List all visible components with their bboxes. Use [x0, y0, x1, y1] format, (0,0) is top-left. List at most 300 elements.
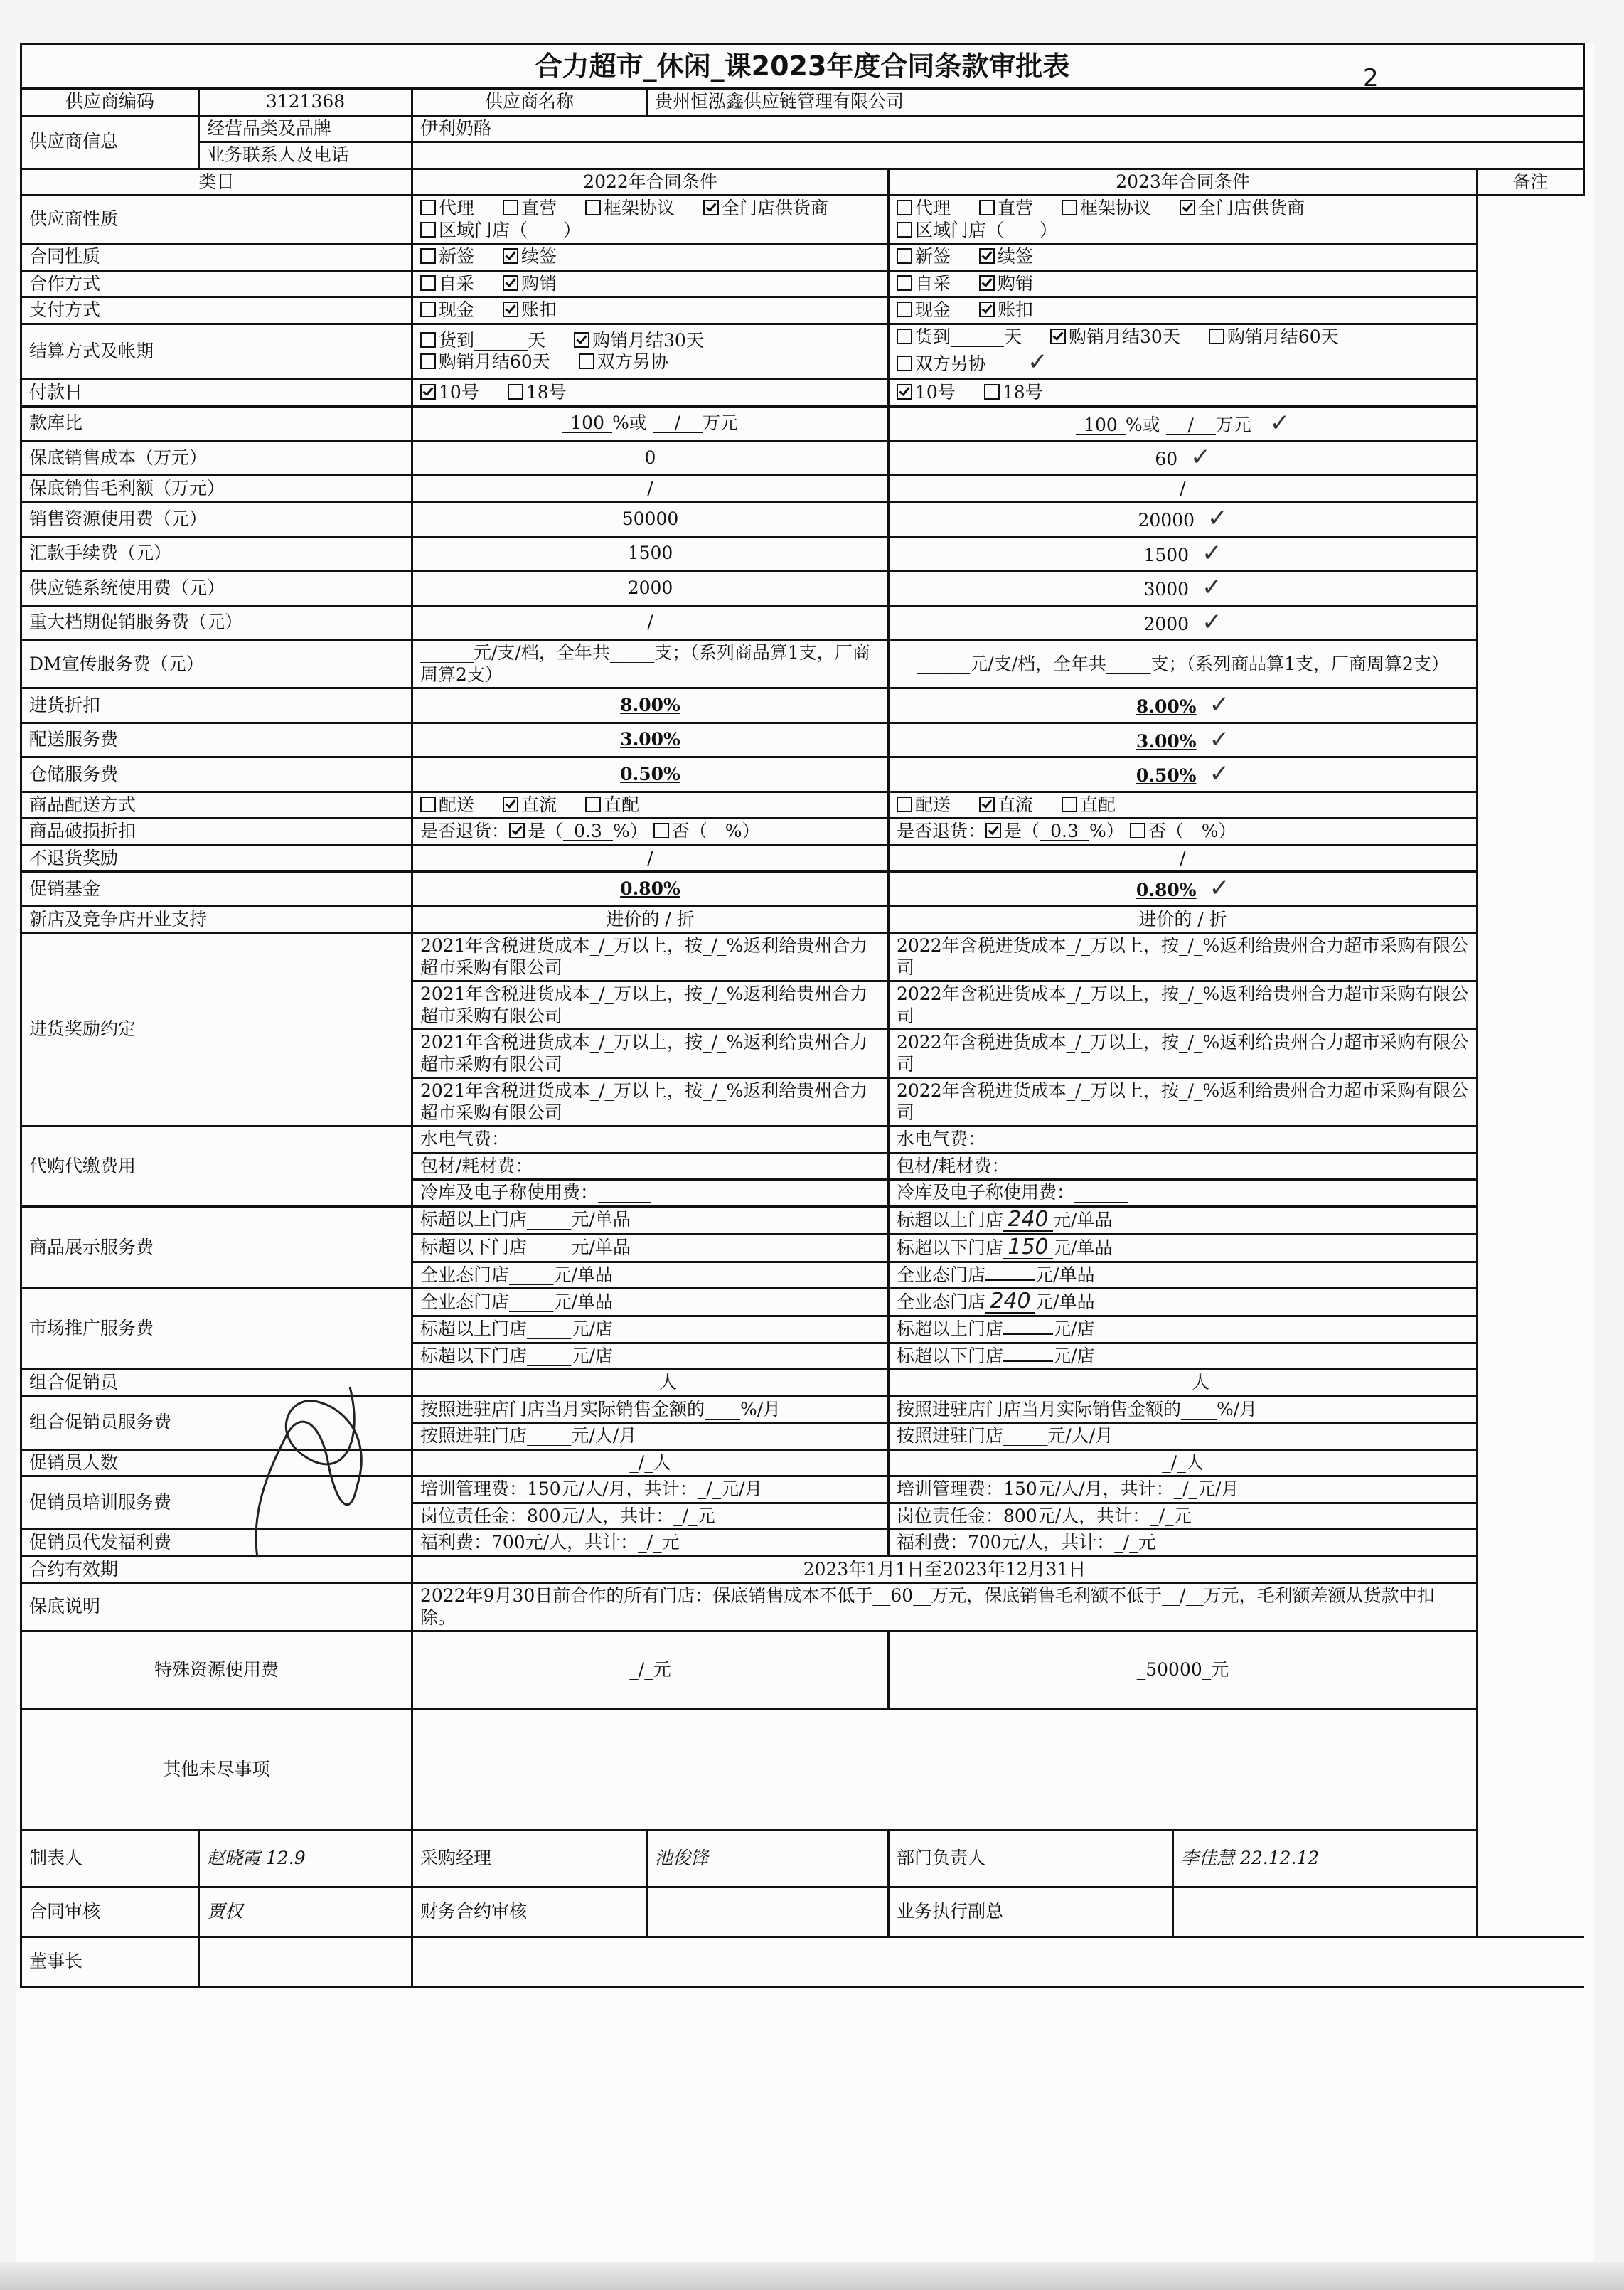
- header-category: 类目: [21, 169, 412, 196]
- checkbox-label: 购销月结60天: [439, 351, 550, 373]
- dept-head-label: 部门负责人: [889, 1831, 1173, 1887]
- checkbox-label: 现金: [915, 299, 951, 320]
- dm-2023: ______元/支/档，全年共_____支；（系列商品算1支，厂商周算2支）: [889, 640, 1478, 688]
- checkbox-checked-icon[interactable]: [979, 797, 995, 812]
- checkbox-option[interactable]: [585, 198, 675, 220]
- options-2022: [412, 297, 889, 324]
- value-2023: 1500: [1143, 544, 1190, 565]
- checkbox-label: 全门店供货商: [1198, 198, 1305, 218]
- promoter-training-2023: 培训管理费：150元/人/月，共计：_/_元/月: [889, 1476, 1478, 1503]
- row-label: 合同性质: [21, 244, 412, 271]
- row-label: 配送服务费: [21, 723, 412, 757]
- checkbox-unchecked-icon[interactable]: [585, 200, 601, 215]
- checkbox-label: 货到______天: [439, 329, 546, 351]
- checkbox-option[interactable]: [503, 794, 557, 816]
- checkbox-row: [21, 380, 1584, 407]
- group-promoter-fee-label: 组合促销员服务费: [21, 1396, 412, 1449]
- promo-fund-2023: 0.80%: [1136, 880, 1197, 901]
- display-fee-2023: [889, 1234, 1478, 1262]
- form-title: 合力超市_休闲_课2023年度合同条款审批表: [21, 44, 1584, 89]
- purchase-reward-2023: 2022年含税进货成本_/_万以上，按_/_%返利给贵州合力超市采购有限公司: [889, 1030, 1478, 1078]
- checkbox-option[interactable]: [420, 382, 479, 404]
- checkbox-unchecked-icon[interactable]: [503, 200, 518, 215]
- special-fee-label: 特殊资源使用费: [21, 1631, 412, 1710]
- ratio-amount-suffix: 万元: [702, 412, 738, 434]
- row-label: 供应链系统使用费（元）: [21, 571, 412, 605]
- group-promoter-2023: ____人: [889, 1370, 1478, 1397]
- checkbox-label: 购销月结30天: [592, 329, 704, 351]
- agency-fee-label: 代购代缴费用: [21, 1127, 412, 1207]
- checkbox-checked-icon[interactable]: [420, 384, 436, 400]
- percent-row: [21, 723, 1584, 757]
- checkbox-checked-icon[interactable]: [574, 332, 589, 348]
- checkbox-unchecked-icon[interactable]: [420, 353, 436, 369]
- checkbox-option[interactable]: [979, 198, 1033, 220]
- agency-fee-2022: 包材/耗材费：______: [412, 1153, 889, 1180]
- value-row: [21, 502, 1584, 536]
- checkbox-row: [21, 196, 1584, 244]
- checkbox-checked-icon[interactable]: [897, 384, 912, 400]
- promoter-count-label: 促销员人数: [21, 1449, 412, 1476]
- agency-fee-2022: 冷库及电子称使用费：______: [412, 1180, 889, 1207]
- fee-unit: 元/店: [1053, 1345, 1095, 1366]
- checkbox-unchecked-icon[interactable]: [1062, 797, 1077, 812]
- options-2022: [412, 380, 889, 407]
- group-promoter-fee-2023: 按照进驻店门店当月实际销售金额的____%/月: [889, 1396, 1478, 1423]
- options-2022: [412, 324, 889, 380]
- promoter-count-2023: _/_人: [889, 1449, 1478, 1476]
- check-mark-icon: ✓: [1209, 691, 1230, 720]
- purchase-reward-2022: 2021年含税进货成本_/_万以上，按_/_%返利给贵州合力超市采购有限公司: [412, 1030, 889, 1078]
- checkbox-checked-icon[interactable]: [503, 275, 518, 291]
- check-mark-icon: ✓: [1209, 874, 1230, 903]
- display-fee-label: 商品展示服务费: [21, 1206, 412, 1289]
- checkbox-checked-icon[interactable]: [979, 302, 995, 317]
- checkbox-option[interactable]: [1180, 198, 1305, 220]
- contact-value: [412, 142, 1584, 169]
- purchase-reward-2022: 2021年含税进货成本_/_万以上，按_/_%返利给贵州合力超市采购有限公司: [412, 981, 889, 1030]
- checkbox-label: 账扣: [521, 299, 557, 320]
- checkbox-unchecked-icon[interactable]: [897, 222, 912, 238]
- market-fee-label: 市场推广服务费: [21, 1289, 412, 1370]
- checkbox-option[interactable]: [979, 794, 1033, 816]
- market-fee-2023: [889, 1343, 1478, 1370]
- checkbox-option[interactable]: [503, 246, 557, 268]
- fee-unit: 元/单品: [1053, 1209, 1113, 1230]
- checkbox-unchecked-icon[interactable]: [897, 248, 912, 264]
- options-2023: [889, 270, 1478, 297]
- yes-label: 是（: [1004, 821, 1040, 842]
- checkbox-option[interactable]: [897, 794, 951, 816]
- market-fee-row: [21, 1289, 1584, 1316]
- checkbox-unchecked-icon[interactable]: [579, 353, 594, 369]
- no-label: 否（__%）: [671, 821, 760, 842]
- value-2023-cell: [889, 441, 1478, 475]
- percent-2023-cell: [889, 757, 1478, 792]
- value-row: [21, 475, 1584, 502]
- checkbox-option[interactable]: [503, 299, 557, 321]
- purchase-manager-label: 采购经理: [412, 1831, 647, 1887]
- checkbox-unchecked-icon[interactable]: [1130, 823, 1145, 838]
- value-2023-cell: [889, 605, 1478, 639]
- row-label: 保底销售成本（万元）: [21, 441, 412, 475]
- row-label: 销售资源使用费（元）: [21, 502, 412, 536]
- ratio-2022-pct: 100: [562, 414, 612, 433]
- ratio-label: 款库比: [21, 406, 412, 440]
- checkbox-option[interactable]: [1062, 794, 1116, 816]
- handwritten-amount: 240: [985, 1291, 1035, 1314]
- checkbox-row: [21, 244, 1584, 271]
- checkbox-unchecked-icon[interactable]: [1062, 200, 1077, 215]
- checkbox-unchecked-icon[interactable]: [420, 332, 436, 348]
- new-store-2022: 进价的 / 折: [412, 906, 889, 933]
- checkbox-label: 直流: [521, 794, 557, 815]
- delivery-row: [21, 792, 1584, 819]
- ratio-pct-suffix: %或: [612, 412, 647, 434]
- value-2022: /: [412, 605, 889, 639]
- checkbox-option[interactable]: [1050, 326, 1180, 348]
- exec-vp-label: 业务执行副总: [889, 1887, 1173, 1937]
- checkbox-label: 购销: [521, 272, 557, 294]
- purchase-manager-signature: 池俊锋: [647, 1831, 889, 1887]
- checkbox-option[interactable]: [420, 220, 581, 242]
- group-promoter-fee-2022: 按照进驻店门店当月实际销售金额的____%/月: [412, 1396, 889, 1423]
- checkbox-option[interactable]: [574, 330, 704, 352]
- checkbox-label: 新签: [915, 246, 951, 267]
- checkbox-label: 新签: [439, 246, 475, 267]
- checkbox-row: [21, 270, 1584, 297]
- checkbox-option[interactable]: [897, 198, 951, 220]
- percent-2022: 0.50%: [620, 763, 680, 784]
- promo-fund-2022: 0.80%: [620, 878, 680, 899]
- checkbox-label: 直流: [998, 794, 1034, 815]
- contract-review-signature: 贾权: [199, 1887, 412, 1937]
- checkbox-option[interactable]: [1062, 198, 1151, 220]
- check-mark-icon: ✓: [1202, 538, 1222, 568]
- value-row: [21, 536, 1584, 570]
- supplier-name-label: 供应商名称: [412, 89, 647, 116]
- promo-fund-label: 促销基金: [21, 872, 412, 906]
- ratio-2022-amount: /: [653, 414, 703, 433]
- no-return-2022: /: [412, 845, 889, 872]
- value-2023-cell: [889, 475, 1478, 502]
- checkbox-unchecked-icon[interactable]: [420, 200, 436, 215]
- checkbox-checked-icon[interactable]: [1180, 200, 1195, 215]
- no-label: 否（__%）: [1148, 821, 1236, 842]
- checkbox-option[interactable]: [979, 273, 1033, 295]
- agency-fee-2023: 包材/耗材费：______: [889, 1153, 1478, 1180]
- other-value: [412, 1710, 1478, 1831]
- special-fee-2023: _50000_元: [889, 1631, 1478, 1710]
- value-row: [21, 571, 1584, 605]
- header-2022: 2022年合同条件: [412, 169, 889, 196]
- value-2022: 50000: [412, 502, 889, 536]
- checkbox-label: 直配: [1080, 794, 1116, 815]
- checkbox-option[interactable]: [503, 273, 557, 295]
- checkbox-option[interactable]: [420, 330, 545, 352]
- checkbox-option[interactable]: [979, 246, 1033, 268]
- checkbox-checked-icon[interactable]: [979, 275, 995, 291]
- check-mark-icon: ✓: [1027, 348, 1048, 376]
- market-fee-2023: [889, 1289, 1478, 1316]
- checkbox-checked-icon[interactable]: [503, 302, 518, 317]
- checkbox-unchecked-icon[interactable]: [897, 275, 912, 291]
- fee-item-label: 标超以下门店: [897, 1345, 1004, 1366]
- chairman-label: 董事长: [21, 1937, 199, 1987]
- checkbox-option[interactable]: [420, 273, 474, 295]
- row-label: 结算方式及帐期: [21, 324, 412, 380]
- purchase-reward-2023: 2022年含税进货成本_/_万以上，按_/_%返利给贵州合力超市采购有限公司: [889, 933, 1478, 981]
- checkbox-option[interactable]: [897, 382, 956, 404]
- checkbox-option[interactable]: [897, 220, 1057, 242]
- checkbox-option[interactable]: [979, 299, 1033, 321]
- handwritten-scribble-icon: [243, 1380, 385, 1565]
- checkbox-option[interactable]: [703, 198, 828, 220]
- dm-label: DM宣传服务费（元）: [21, 640, 412, 688]
- value-2023: 60: [1155, 449, 1178, 470]
- promoter-count-2022: _/_人: [412, 1449, 889, 1476]
- checkbox-unchecked-icon[interactable]: [979, 200, 995, 215]
- ratio-2023-amount: /: [1166, 416, 1216, 435]
- checkbox-unchecked-icon[interactable]: [420, 222, 436, 238]
- yes-suffix: %）: [1089, 821, 1124, 842]
- checkbox-option[interactable]: [420, 351, 550, 373]
- damage-row: [21, 819, 1584, 846]
- checkbox-option[interactable]: [897, 299, 951, 321]
- fee-unit: 元/店: [1053, 1319, 1095, 1340]
- checkbox-checked-icon[interactable]: [703, 200, 719, 215]
- checkbox-label: 区域门店（ ）: [439, 219, 582, 240]
- percent-2022-cell: [412, 757, 889, 792]
- checkbox-unchecked-icon[interactable]: [508, 384, 523, 400]
- checkbox-unchecked-icon[interactable]: [897, 797, 912, 812]
- checkbox-option[interactable]: [1209, 326, 1339, 348]
- fee-item-label: 标超以上门店: [897, 1319, 1004, 1340]
- checkbox-checked-icon[interactable]: [503, 248, 518, 264]
- checkbox-unchecked-icon[interactable]: [420, 302, 436, 317]
- group-promoter-2022: ____人: [412, 1370, 889, 1397]
- page-corner-mark: 2: [1363, 64, 1379, 92]
- checkbox-option[interactable]: [508, 382, 567, 404]
- checkbox-row: [21, 297, 1584, 324]
- percent-2023: 0.50%: [1136, 765, 1197, 787]
- special-fee-2022: _/_元: [412, 1631, 889, 1710]
- checkbox-option[interactable]: [897, 273, 951, 295]
- options-2022: [412, 244, 889, 271]
- checkbox-label: 自采: [439, 272, 475, 294]
- fee-unit: 元/单品: [1053, 1237, 1113, 1258]
- checkbox-option[interactable]: [897, 353, 986, 376]
- checkbox-unchecked-icon[interactable]: [897, 329, 912, 344]
- check-mark-icon: ✓: [1190, 443, 1211, 472]
- check-mark-icon: ✓: [1207, 504, 1228, 533]
- value-2023-cell: [889, 536, 1478, 570]
- checkbox-label: 续签: [521, 246, 557, 267]
- percent-row: [21, 757, 1584, 792]
- finance-review-label: 财务合约审核: [412, 1887, 647, 1937]
- checkbox-label: 货到______天: [915, 326, 1022, 347]
- checkbox-unchecked-icon[interactable]: [897, 356, 912, 371]
- checkbox-label: 双方另协: [915, 353, 987, 374]
- display-fee-2023: [889, 1262, 1478, 1289]
- checkbox-label: 账扣: [998, 299, 1034, 320]
- checkbox-label: 代理: [439, 198, 475, 218]
- checkbox-checked-icon[interactable]: [503, 797, 518, 812]
- agency-fee-2023: 水电气费：______: [889, 1127, 1478, 1154]
- row-label: 重大档期促销服务费（元）: [21, 605, 412, 639]
- header-2023: 2023年合同条件: [889, 169, 1478, 196]
- checkbox-label: 直配: [604, 794, 640, 815]
- checkbox-option[interactable]: [897, 246, 951, 268]
- checkbox-checked-icon[interactable]: [509, 823, 525, 838]
- check-mark-icon: ✓: [1202, 573, 1222, 602]
- value-2022: 1500: [412, 536, 889, 570]
- checkbox-option[interactable]: [503, 198, 557, 220]
- purchase-reward-2022: 2021年含税进货成本_/_万以上，按_/_%返利给贵州合力超市采购有限公司: [412, 1078, 889, 1127]
- checkbox-rows: [21, 196, 1584, 407]
- fee-item-label: 标超以上门店: [897, 1209, 1004, 1230]
- checkbox-unchecked-icon[interactable]: [420, 248, 436, 264]
- exec-vp-signature: [1173, 1887, 1478, 1937]
- group-promoter-fee-2022: 按照进驻门店_____元/人/月: [412, 1423, 889, 1450]
- agency-fee-row: [21, 1127, 1584, 1154]
- market-fee-2023: [889, 1316, 1478, 1343]
- options-2022: [412, 270, 889, 297]
- options-2023: [889, 380, 1478, 407]
- group-promoter-label: 组合促销员: [21, 1370, 412, 1397]
- percent-2022: 8.00%: [620, 694, 680, 715]
- checkbox-unchecked-icon[interactable]: [1209, 329, 1224, 344]
- handwritten-amount: [1003, 1333, 1053, 1335]
- check-mark-icon: ✓: [1209, 725, 1230, 754]
- supplier-code-label: 供应商编码: [21, 89, 199, 116]
- yes-label: 是（: [528, 821, 564, 842]
- damage-rate: 0.3: [1040, 822, 1089, 841]
- checkbox-label: 购销: [998, 272, 1034, 294]
- checkbox-label: 区域门店（ ）: [915, 219, 1058, 240]
- value-2022: 2000: [412, 571, 889, 605]
- handwritten-amount: 240: [1003, 1209, 1053, 1232]
- row-label: 汇款手续费（元）: [21, 536, 412, 570]
- checkbox-option[interactable]: [579, 351, 668, 373]
- row-label: 保底销售毛利额（万元）: [21, 475, 412, 502]
- checkbox-label: 现金: [439, 299, 475, 320]
- supplier-code-value: 3121368: [199, 89, 412, 116]
- options-2023: [889, 196, 1478, 244]
- contract-approval-table: [20, 43, 1585, 1988]
- market-fee-2022: 标超以下门店_____元/店: [412, 1343, 889, 1370]
- damage-2023: [889, 819, 1478, 846]
- checkbox-unchecked-icon[interactable]: [420, 797, 436, 812]
- dm-2022: ______元/支/档，全年共_____支；（系列商品算1支，厂商周算2支）: [412, 640, 889, 688]
- ratio-amount-suffix: 万元: [1215, 414, 1251, 435]
- checkbox-option[interactable]: [897, 326, 1022, 348]
- checkbox-label: 18号: [525, 382, 567, 403]
- promo-fund-2022-cell: [412, 872, 889, 906]
- chairman-signature: [199, 1937, 412, 1987]
- promoter-training-2022: 培训管理费：150元/人/月，共计：_/_元/月: [412, 1476, 889, 1503]
- fee-item-label: 标超以下门店: [897, 1237, 1004, 1258]
- options-2023: [889, 244, 1478, 271]
- checkbox-label: 双方另协: [597, 351, 668, 373]
- photo-bottom-edge: [0, 2262, 1624, 2290]
- checkbox-option[interactable]: [420, 299, 474, 321]
- value-row: [21, 605, 1584, 639]
- checkbox-unchecked-icon[interactable]: [897, 200, 912, 215]
- check-mark-icon: ✓: [1209, 760, 1230, 789]
- value-2022: /: [412, 475, 889, 502]
- purchase-reward-2022: 2021年含税进货成本_/_万以上，按_/_%返利给贵州合力超市采购有限公司: [412, 933, 889, 981]
- check-mark-icon: ✓: [1269, 408, 1291, 437]
- row-label: 合作方式: [21, 270, 412, 297]
- checkbox-unchecked-icon[interactable]: [420, 275, 436, 291]
- contact-label: 业务联系人及电话: [199, 142, 412, 169]
- supplier-info-label: 供应商信息: [21, 115, 199, 169]
- checkbox-checked-icon[interactable]: [979, 248, 995, 264]
- purchase-reward-2023: 2022年含税进货成本_/_万以上，按_/_%返利给贵州合力超市采购有限公司: [889, 981, 1478, 1030]
- checkbox-unchecked-icon[interactable]: [585, 797, 601, 812]
- checkbox-option[interactable]: [420, 246, 474, 268]
- return-question: 是否退货：: [897, 821, 986, 842]
- checkbox-label: 框架协议: [604, 198, 675, 218]
- percent-2023-cell: [889, 688, 1478, 723]
- percent-2023-cell: [889, 723, 1478, 757]
- options-2023: [889, 297, 1478, 324]
- display-fee-2022: 标超以上门店_____元/单品: [412, 1206, 889, 1234]
- checkbox-unchecked-icon[interactable]: [984, 384, 1000, 400]
- dept-head-signature: 李佳慧 22.12.12: [1173, 1831, 1478, 1887]
- promoter-training-2023: 岗位责任金：800元/人，共计：_/_元: [889, 1503, 1478, 1530]
- row-label: 仓储服务费: [21, 757, 412, 792]
- damage-label: 商品破损折扣: [21, 819, 412, 846]
- value-2023-cell: [889, 571, 1478, 605]
- checkbox-label: 续签: [998, 246, 1034, 267]
- delivery-2023: [889, 792, 1478, 819]
- purchase-reward-row: [21, 933, 1584, 981]
- display-fee-2022: 全业态门店_____元/单品: [412, 1262, 889, 1289]
- checkbox-option[interactable]: [420, 198, 474, 220]
- checkbox-option[interactable]: [585, 794, 639, 816]
- checkbox-unchecked-icon[interactable]: [897, 302, 912, 317]
- delivery-2022: [412, 792, 889, 819]
- promoter-welfare-label: 促销员代发福利费: [21, 1530, 412, 1557]
- checkbox-unchecked-icon[interactable]: [653, 823, 669, 838]
- value-2023: /: [1180, 477, 1186, 499]
- promo-fund-2023-cell: [889, 872, 1478, 906]
- fee-item-label: 全业态门店: [897, 1264, 986, 1285]
- validity-label: 合约有效期: [21, 1556, 412, 1583]
- checkbox-checked-icon[interactable]: [985, 823, 1001, 838]
- checkbox-checked-icon[interactable]: [1050, 329, 1066, 344]
- checkbox-label: 直营: [998, 198, 1034, 218]
- preparer-label: 制表人: [21, 1831, 199, 1887]
- agency-fee-2023: 冷库及电子称使用费：______: [889, 1180, 1478, 1207]
- checkbox-label: 全门店供货商: [722, 198, 829, 218]
- checkbox-label: 10号: [439, 382, 479, 403]
- pct-rows: [21, 688, 1584, 792]
- purchase-reward-label: 进货奖励约定: [21, 933, 412, 1127]
- handwritten-amount: [985, 1279, 1035, 1281]
- delivery-label: 商品配送方式: [21, 792, 412, 819]
- promoter-welfare-2023: 福利费：700元/人，共计：_/_元: [889, 1530, 1478, 1557]
- checkbox-option[interactable]: [420, 794, 474, 816]
- agency-fee-2022: 水电气费：______: [412, 1127, 889, 1154]
- new-store-2023: 进价的 / 折: [889, 906, 1478, 933]
- checkbox-option[interactable]: [984, 382, 1043, 404]
- percent-2023: 8.00%: [1136, 696, 1197, 718]
- value-2023: 20000: [1138, 510, 1195, 531]
- approval-form-page: [16, 43, 1594, 2269]
